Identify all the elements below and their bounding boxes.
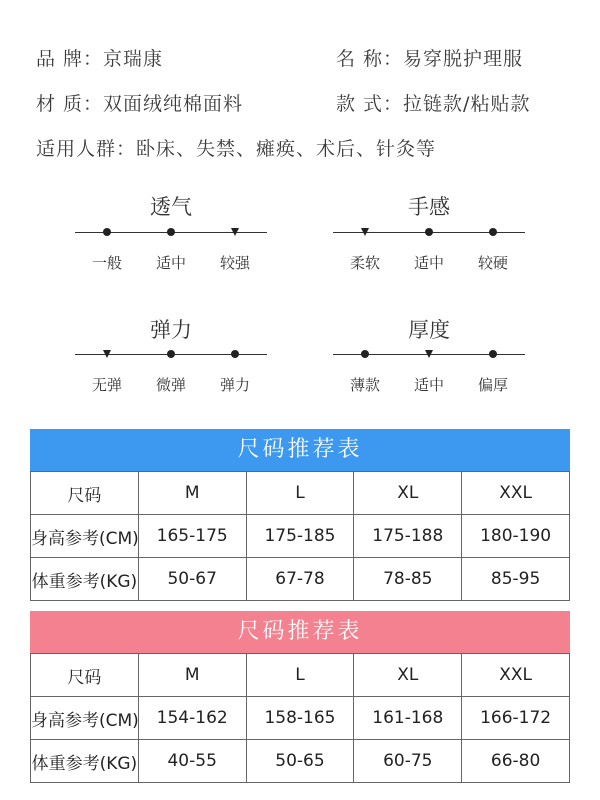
scale-label: 柔软 bbox=[349, 254, 381, 272]
table-row bbox=[31, 697, 570, 740]
attribute-title: 透气 bbox=[150, 195, 192, 219]
attribute-title: 手感 bbox=[408, 195, 450, 219]
triangle-marker-icon bbox=[425, 350, 433, 358]
scale-label: 薄款 bbox=[349, 376, 381, 394]
column-header: L bbox=[246, 472, 354, 515]
column-header: XXL bbox=[462, 654, 570, 697]
table-cell: 175-185 bbox=[246, 515, 354, 558]
table-cell: 161-168 bbox=[354, 697, 462, 740]
attribute-scale-line bbox=[333, 232, 525, 272]
name-info: 名 称：易穿脱护理服 bbox=[336, 48, 524, 70]
dot-marker-icon bbox=[361, 350, 369, 358]
attribute-scale-line bbox=[333, 354, 525, 394]
scale-label: 弹力 bbox=[219, 376, 251, 394]
column-header: M bbox=[138, 472, 246, 515]
attribute-scale-line bbox=[75, 354, 267, 394]
scale-label: 较硬 bbox=[477, 254, 509, 272]
table-cell: 67-78 bbox=[246, 558, 354, 601]
row-header: 身高参考(CM) bbox=[31, 515, 139, 558]
table-cell: 40-55 bbox=[138, 740, 246, 783]
attribute-scale-line bbox=[75, 232, 267, 272]
size-table bbox=[30, 471, 570, 601]
scale-label: 适中 bbox=[413, 376, 445, 394]
column-header: 尺码 bbox=[31, 654, 139, 697]
table-header-row bbox=[31, 654, 570, 697]
table-cell: 180-190 bbox=[462, 515, 570, 558]
scale-label: 微弹 bbox=[155, 376, 187, 394]
row-header: 体重参考(KG) bbox=[31, 558, 139, 601]
size-table-header: 尺码推荐表 bbox=[30, 611, 570, 653]
triangle-marker-icon bbox=[103, 350, 111, 358]
dot-marker-icon bbox=[425, 228, 433, 236]
column-header: XL bbox=[354, 472, 462, 515]
table-cell: 50-67 bbox=[138, 558, 246, 601]
scale-label: 较强 bbox=[219, 254, 251, 272]
brand-info: 品 牌：京瑞康 bbox=[36, 48, 164, 70]
scale-label: 一般 bbox=[91, 254, 123, 272]
audience-info: 适用人群：卧床、失禁、瘫痪、术后、针灸等 bbox=[36, 138, 437, 160]
dot-marker-icon bbox=[167, 228, 175, 236]
row-header: 身高参考(CM) bbox=[31, 697, 139, 740]
attribute-title: 厚度 bbox=[408, 318, 450, 342]
triangle-marker-icon bbox=[231, 228, 239, 236]
triangle-marker-icon bbox=[361, 228, 369, 236]
dot-marker-icon bbox=[231, 350, 239, 358]
scale-label: 偏厚 bbox=[477, 376, 509, 394]
column-header: XL bbox=[354, 654, 462, 697]
style-info: 款 式：拉链款/粘贴款 bbox=[336, 93, 531, 115]
scale-label: 适中 bbox=[413, 254, 445, 272]
table-cell: 158-165 bbox=[246, 697, 354, 740]
table-cell: 50-65 bbox=[246, 740, 354, 783]
table-row bbox=[31, 558, 570, 601]
dot-marker-icon bbox=[489, 350, 497, 358]
table-row bbox=[31, 515, 570, 558]
attribute-title: 弹力 bbox=[150, 318, 192, 342]
table-header-row bbox=[31, 472, 570, 515]
dot-marker-icon bbox=[489, 228, 497, 236]
table-row bbox=[31, 740, 570, 783]
dot-marker-icon bbox=[103, 228, 111, 236]
size-table-header: 尺码推荐表 bbox=[30, 429, 570, 471]
scale-label: 适中 bbox=[155, 254, 187, 272]
material-info: 材 质：双面绒纯棉面料 bbox=[36, 93, 244, 115]
table-cell: 66-80 bbox=[462, 740, 570, 783]
column-header: L bbox=[246, 654, 354, 697]
dot-marker-icon bbox=[167, 350, 175, 358]
table-cell: 175-188 bbox=[354, 515, 462, 558]
column-header: M bbox=[138, 654, 246, 697]
table-cell: 154-162 bbox=[138, 697, 246, 740]
table-cell: 165-175 bbox=[138, 515, 246, 558]
column-header: 尺码 bbox=[31, 472, 139, 515]
table-cell: 85-95 bbox=[462, 558, 570, 601]
table-cell: 166-172 bbox=[462, 697, 570, 740]
row-header: 体重参考(KG) bbox=[31, 740, 139, 783]
size-table bbox=[30, 653, 570, 783]
column-header: XXL bbox=[462, 472, 570, 515]
table-cell: 78-85 bbox=[354, 558, 462, 601]
scale-label: 无弹 bbox=[91, 376, 123, 394]
table-cell: 60-75 bbox=[354, 740, 462, 783]
